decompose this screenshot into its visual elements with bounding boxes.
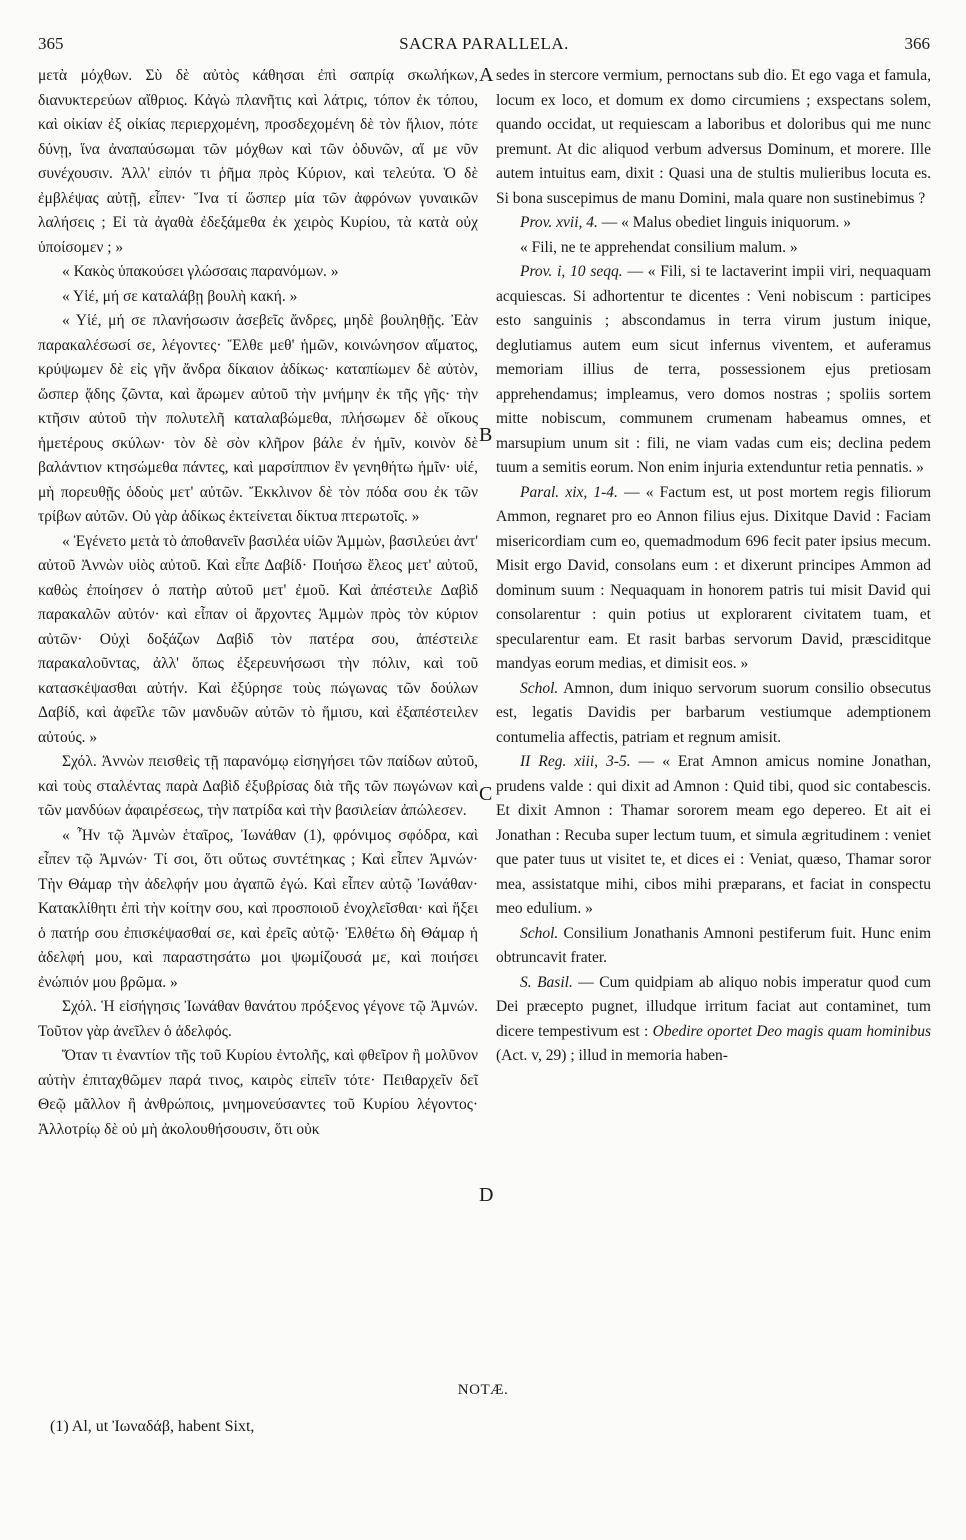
latin-text: — « Factum est, ut post mortem regis filiorum Ammon, regnaret pro eo Annon filius ejus. Dixitque David : Faciam misericordiam cum eo, quemadmodum 696 fecit pater ipsius mecum. Misit ergo David, consolans eum : et dixerunt principes Ammon ad dominum suum : Nequaquam in honorem patris tui misit David qui consolarentur : quin potius ut explorarent civitatem tuam, et specularentur eam. Et rasit barbas servorum David, præsciditque mandyas eorum medias, et dimisit eos. »: [496, 483, 931, 672]
greek-paragraph: « Υἱέ, μή σε καταλάβῃ βουλὴ κακή. »: [62, 287, 298, 305]
greek-paragraph: « Ἦν τῷ Ἀμνὼν ἑταῖρος, Ἰωνάθαν (1), φρόνιμος σφόδρα, καὶ εἶπεν τῷ Ἀμνών· Τί σοι, ὅτι οὕτως συντέτηκας ; Καὶ εἶπεν Ἀμνών· Τὴν Θάμαρ τὴν ἀδελφήν μου ἀγαπῶ ἐγώ. Καὶ εἶπεν αὐτῷ Ἰωνάθαν· Κατακλίθητι ἐπὶ τὴν κοίτην σου, καὶ προσποιοῦ ἐνοχλεῖσθαι· καὶ ἥξει ὁ πατήρ σου ἐπισκέψασθαί σε, καὶ ἐρεῖς αὐτῷ· Ἐλθέτω δὴ Θάμαρ ἡ ἀδελφή μου, καὶ παραστησάτω μοι ψωμίζουσά με, καὶ ποιήσει ἐνώπιόν μου βρῶμα. »: [38, 826, 478, 991]
latin-text: — Cum quidpiam ab aliquo nobis imperatur quod cum Dei præcepto pugnet, illudque irritum faciat aut contaminet, tum dicere tempestivum est :: [496, 973, 931, 1040]
latin-paragraph: [496, 922, 931, 971]
latin-text: — « Erat Amnon amicus nomine Jonathan, prudens valde : qui dixit ad Amnon : Quid tibi, quod sic contabescis. Et dixit Amnon : Thamar sororem meam ego depereo. Et ait ei Jonathan : Recuba super lectum tuum, et simula ægritudinem : veniet que pater tuus ut visitet te, et dices ei : Veniat, quæso, Thamar soror mea, assistatque mihi, cibos mihi præparans, et faciat in conspectu meo edulium. »: [496, 753, 931, 917]
latin-text: — « Fili, si te lactaverint impii viri, nequaquam acquiescas. Si adhortentur te dicentes : Veni nobiscum : participes esto sanguinis ; abscondamus in terra virum justum inique, deglutiamus autem eum sicut infernus viventem, et auferamus memoriam illius de terra, possessionem ejus pretiosam apprehendamus; impleamus, vero domos nostras ; spoliis sortem mitte nobiscum, communem crumenam habeamus omnes, et marsupium unum sit : fili, ne viam vadas cum eis; declina pedem tuum a semitis eorum. Non enim injuria extenduntur retia pennatis. »: [496, 263, 932, 476]
scripture-reference: Prov. xvii, 4.: [520, 214, 598, 231]
scholion-label: Schol.: [520, 679, 559, 697]
greek-paragraph: « Υἱέ, μή σε πλανήσωσιν ἀσεβεῖς ἄνδρες, μηδὲ βουληθῇς. Ἐὰν παρακαλέσωσί σε, λέγοντες· Ἔλθε μεθ' ἡμῶν, κοινώνησον αἵματος, κρύψωμεν δὲ εἰς γῆν ἄνδρα δίκαιον ἀδίκως· καταπίωμεν δὲ αὐτὸν, ὥσπερ ᾅδης ζῶντα, καὶ ἄρωμεν αὐτοῦ τὴν μνήμην ἐκ τῆς γῆς· τὴν κτῆσιν αὐτοῦ τὴν πολυτελῆ καταλαβώμεθα, πλήσωμεν δὲ οἴκους ἡμετέρους σκύλων· τὸν δὲ σὸν κλῆρον βάλε ἐν ἡμῖν, κοινὸν δὲ βαλάντιον κτησώμεθα πάντες, καὶ μαρσίππιον ἓν γενηθήτω ἡμῖν· υἱέ, μὴ πορευθῇς ὁδοὺς μετ' αὐτῶν. Ἔκκλινον δὲ τὸν πόδα σου ἐκ τῶν τρίβων αὐτῶν. Οὐ γὰρ ἀδίκως ἐκτείνεται δίκτυα πτερωτοῖς. »: [38, 312, 478, 525]
scripture-reference: II Reg. xiii, 3-5.: [520, 753, 631, 770]
footnote: (1) Al, ut Ἰωναδάβ, habent Sixt,: [50, 1418, 255, 1435]
author-reference: S. Basil.: [520, 973, 573, 991]
scripture-reference: Prov. i, 10 seqq.: [520, 263, 623, 280]
running-title: SACRA PARALLELA.: [399, 34, 569, 53]
greek-paragraph: « Ἐγένετο μετὰ τὸ ἀποθανεῖν βασιλέα υἱῶν Ἀμμὼν, βασιλεύει ἀντ' αὐτοῦ Ἀννὼν υἱὸς αὐτοῦ. Καὶ εἶπε Δαβίδ· Ποιήσω ἔλεος μετ' αὐτοῦ, καθὼς ἐποίησεν ὁ πατὴρ αὐτοῦ μετ' ἐμοῦ. Καὶ ἀπέστειλε Δαβὶδ παρακαλῶν αὐτόν· καὶ εἶπαν οἱ ἄρχοντες Ἀμμὼν πρὸς τὸν κύριον αὐτῶν· Οὐχὶ δοξάζων Δαβὶδ τὸν πατέρα σου, ἀπέστειλε παρακαλοῦντας, ἀλλ' ὅπως ἐξερευνήσωσι τὴν πόλιν, καὶ τοῦ κατασκέψασθαι αὐτήν. Καὶ ἐξύρησε τοὺς πώγωνας τῶν δούλων Δαβίδ, καὶ ἀφεῖλε τῶν μανδυῶν αὐτῶν τὸ ἥμισυ, καὶ ἐξαπέστειλεν αὐτούς. »: [38, 532, 478, 746]
page-header: [38, 34, 930, 58]
latin-paragraph: [496, 677, 931, 751]
left-page-number: 365: [38, 34, 64, 53]
margin-letter-d: D: [479, 1184, 494, 1206]
scholion-label: Schol.: [520, 924, 559, 942]
latin-text: — « Malus obediet linguis iniquorum. »: [597, 214, 852, 231]
latin-paragraph: [496, 211, 931, 236]
greek-paragraph: Ὅταν τι ἐναντίον τῆς τοῦ Κυρίου ἐντολῆς, καὶ φθεῖρον ἢ μολῦνον αὐτὴν ἐπιταχθῶμεν παρά τινος, καιρὸς εἰπεῖν τότε· Πειθαρχεῖν δεῖ Θεῷ μᾶλλον ἢ ἀνθρώποις, μνημονεύσαντες τοῦ Κυρίου λέγοντος· Ἀλλοτρίῳ δὲ οὐ μὴ ἀκολουθήσουσιν, ὅτι οὐκ: [38, 1047, 478, 1138]
latin-paragraph: [496, 260, 931, 481]
notes-heading: NOTÆ.: [457, 1382, 509, 1398]
latin-paragraph: sedes in stercore vermium, pernoctans sub dio. Et ego vaga et famula, locum ex loco, et domum ex domo circumiens ; exspectans solem, quando occidat, ut requiescam a laboribus et doloribus qui me nunc premunt. At dic aliquod verbum adversus Dominum, et morere. Ille autem intuitus eam, dixit : Quasi una de stultis mulieribus locuta es. Si bona suscepimus de manu Domini, mala quare non sustinebimus ?: [496, 67, 931, 207]
latin-text: Amnon, dum iniquo servorum suorum consilio obsecutus est, legatis Davidis per barbarum vestiumque ademptionem contumelia affectis, patriam et regnum amisit.: [496, 679, 931, 746]
latin-text: (Act. v, 29) ; illud in memoria haben-: [496, 1047, 728, 1064]
greek-paragraph: μετὰ μόχθων. Σὺ δὲ αὐτὸς κάθησαι ἐπὶ σαπρίᾳ σκωλήκων, διανυκτερεύων αἴθριος. Κἀγὼ πλανῆτις καὶ λάτρις, τόπον ἐκ τόπου, καὶ οἰκίαν ἐξ οἰκίας περιερχομένη, προσδεχομένη δὲ τὸν ἥλιον, πότε δύνῃ, ἵνα ἀναπαύσωμαι τῶν μόχθων καὶ τῶν ὀδυνῶν, αἵ με νῦν συνέχουσιν. Ἀλλ' εἰπόν τι ῥῆμα πρὸς Κύριον, καὶ τελεύτα. Ὁ δὲ ἐμβλέψας αὐτῇ, εἶπεν· Ἵνα τί ὥσπερ μία τῶν ἀφρόνων γυναικῶν λαλήσεις ; Εἰ τὰ ἀγαθὰ ἐδεξάμεθα ἐκ χειρὸς Κυρίου, τὰ κατὰ οὐχ ὑποίσομεν ; »: [38, 67, 478, 256]
latin-paragraph: « Fili, ne te apprehendat consilium malum. »: [520, 238, 798, 256]
latin-paragraph: [496, 481, 931, 677]
scripture-reference: Paral. xix, 1-4.: [520, 483, 618, 501]
latin-text: Consilium Jonathanis Amnoni pestiferum fuit. Hunc enim obtruncavit frater.: [496, 924, 931, 966]
right-page-number: 366: [904, 34, 930, 53]
latin-paragraph: [496, 971, 931, 1069]
greek-paragraph: « Κακὸς ὑπακούσει γλώσσαις παρανόμων. »: [62, 263, 339, 280]
margin-letter-c: C: [479, 783, 493, 805]
margin-letter-b: B: [479, 424, 493, 446]
greek-column: [38, 64, 478, 1142]
latin-column: [496, 64, 931, 1069]
greek-paragraph: Σχόλ. Ἡ εἰσήγησις Ἰωνάθαν θανάτου πρόξενος γέγονε τῷ Ἀμνών. Τοῦτον γὰρ ἀνεῖλεν ὁ ἀδελφός.: [38, 998, 478, 1040]
latin-paragraph: [496, 750, 931, 922]
latin-quote: Obedire oportet Deo magis quam hominibus: [652, 1022, 931, 1040]
greek-paragraph: Σχόλ. Ἀννὼν πεισθεὶς τῇ παρανόμῳ εἰσηγήσει τῶν παίδων αὐτοῦ, καὶ τοὺς σταλέντας παρὰ Δαβὶδ ἐξυβρίσας διὰ τῆς τῶν πωγώνων καὶ τῶν μανδύων ἀφαιρέσεως, τὴν πατρίδα καὶ τὴν βασιλείαν ἀπώλεσεν.: [38, 753, 478, 819]
margin-letter-a: A: [479, 64, 494, 86]
